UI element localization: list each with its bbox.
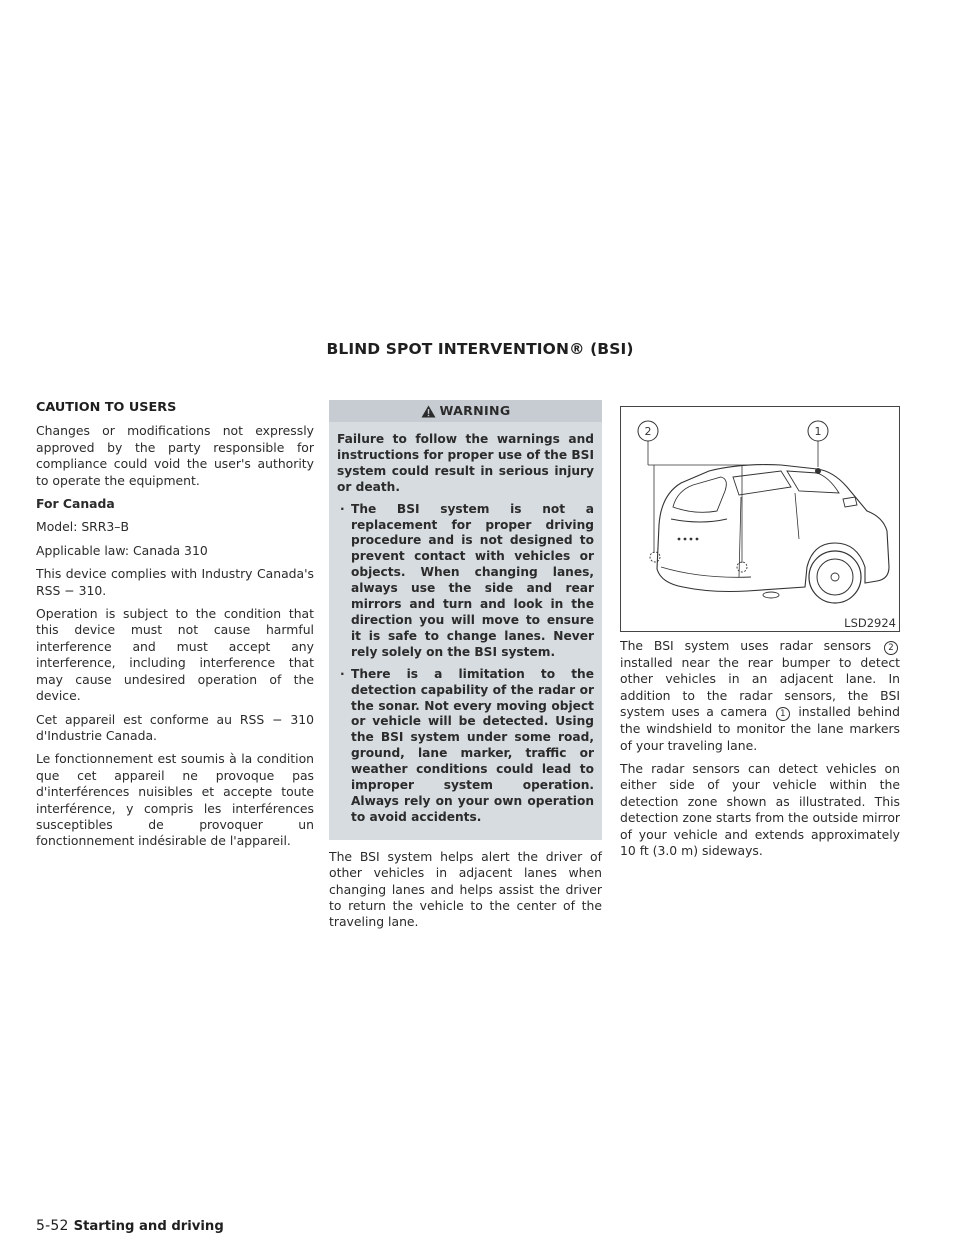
warning-header xyxy=(329,400,602,422)
column-warning xyxy=(329,400,602,938)
detection-zone-paragraph: The radar sensors can detect vehicles on either side of your vehicle within the detection zone shown as illustrated. This detection zone starts from the outside mirror of your vehicle and extends approximately 10 ft (3.0 m) sideways. xyxy=(620,761,900,859)
operation-text: Operation is subject to the condition that this device must not cause harmful interference and must accept any interference, including interference that may cause undesired operation of the device. xyxy=(36,606,314,704)
caution-heading: CAUTION TO USERS xyxy=(36,400,177,415)
warning-triangle-icon xyxy=(421,405,436,418)
warning-item: · There is a limitation to the detection capability of the radar or the sonar. Not every moving object or vehicle will be detected. Using the BSI system under some road, ground, lane marker, traffic or weather conditions could lead to improper system operation. Always rely on your own operation to avoid accidents. xyxy=(337,667,594,826)
vehicle-illustration xyxy=(621,407,899,631)
warning-title: WARNING xyxy=(439,403,511,419)
figure-code: LSD2924 xyxy=(844,615,896,630)
sensors-text-a: The BSI system uses radar sensors xyxy=(620,638,872,653)
page-footer xyxy=(36,1218,224,1234)
callout-1: 1 xyxy=(814,425,822,438)
bsi-description: The BSI system helps alert the driver of other vehicles in adjacent lanes when changing lanes and helps assist the driver to return the vehicle to the center of the traveling lane. xyxy=(329,848,602,930)
law-text: Applicable law: Canada 310 xyxy=(36,542,208,558)
page-number: 5-52 xyxy=(36,1218,69,1234)
chapter-title: Starting and driving xyxy=(73,1219,224,1234)
bsi-illustration xyxy=(620,406,900,632)
sensors-text-c: installed behind the windshield to monitor the lane markers of your traveling lane. xyxy=(620,704,900,753)
sensors-text-b: installed near the rear bumper to detect other vehicles in an adjacent lane. In addition to the radar sensors, the BSI system uses a camera xyxy=(620,655,900,720)
warning-item: · The BSI system is not a replacement for proper driving procedure and is not designed to prevent contact with vehicles or objects. When changing lanes, always use the side and rear mirrors and turn and look in the direction you will move to ensure it is safe to change lanes. Never rely solely on the BSI system. xyxy=(337,502,594,661)
model-text: Model: SRR3–B xyxy=(36,519,129,535)
complies-text: This device complies with Industry Canada's RSS − 310. xyxy=(36,566,314,598)
ref-2-badge: 2 xyxy=(884,641,898,655)
warning-lead: Failure to follow the warnings and instructions for proper use of the BSI system could result in serious injury or death. xyxy=(337,432,594,494)
french-text-1: Cet appareil est conforme au RSS − 310 d'Industrie Canada. xyxy=(36,711,314,743)
caution-paragraph: Changes or modifications not expressly approved by the party responsible for compliance could void the user's authority to operate the equipment. xyxy=(36,423,314,488)
column-figure xyxy=(620,400,900,866)
french-text-2: Le fonctionnement est soumis à la condition que cet appareil ne provoque pas d'interférences nuisibles et accepte toute interférence, y compris les interférences susceptibles de provoquer un fonctionnement indésirable de l'appareil. xyxy=(36,751,314,849)
canada-heading: For Canada xyxy=(36,496,115,512)
warning-box xyxy=(329,400,602,840)
column-caution xyxy=(36,400,314,857)
warning-list xyxy=(337,502,594,826)
callout-2: 2 xyxy=(644,425,652,438)
bsi-sensors-paragraph xyxy=(620,638,900,754)
ref-1-badge: 1 xyxy=(776,707,790,721)
section-title: BLIND SPOT INTERVENTION® (BSI) xyxy=(326,340,634,358)
